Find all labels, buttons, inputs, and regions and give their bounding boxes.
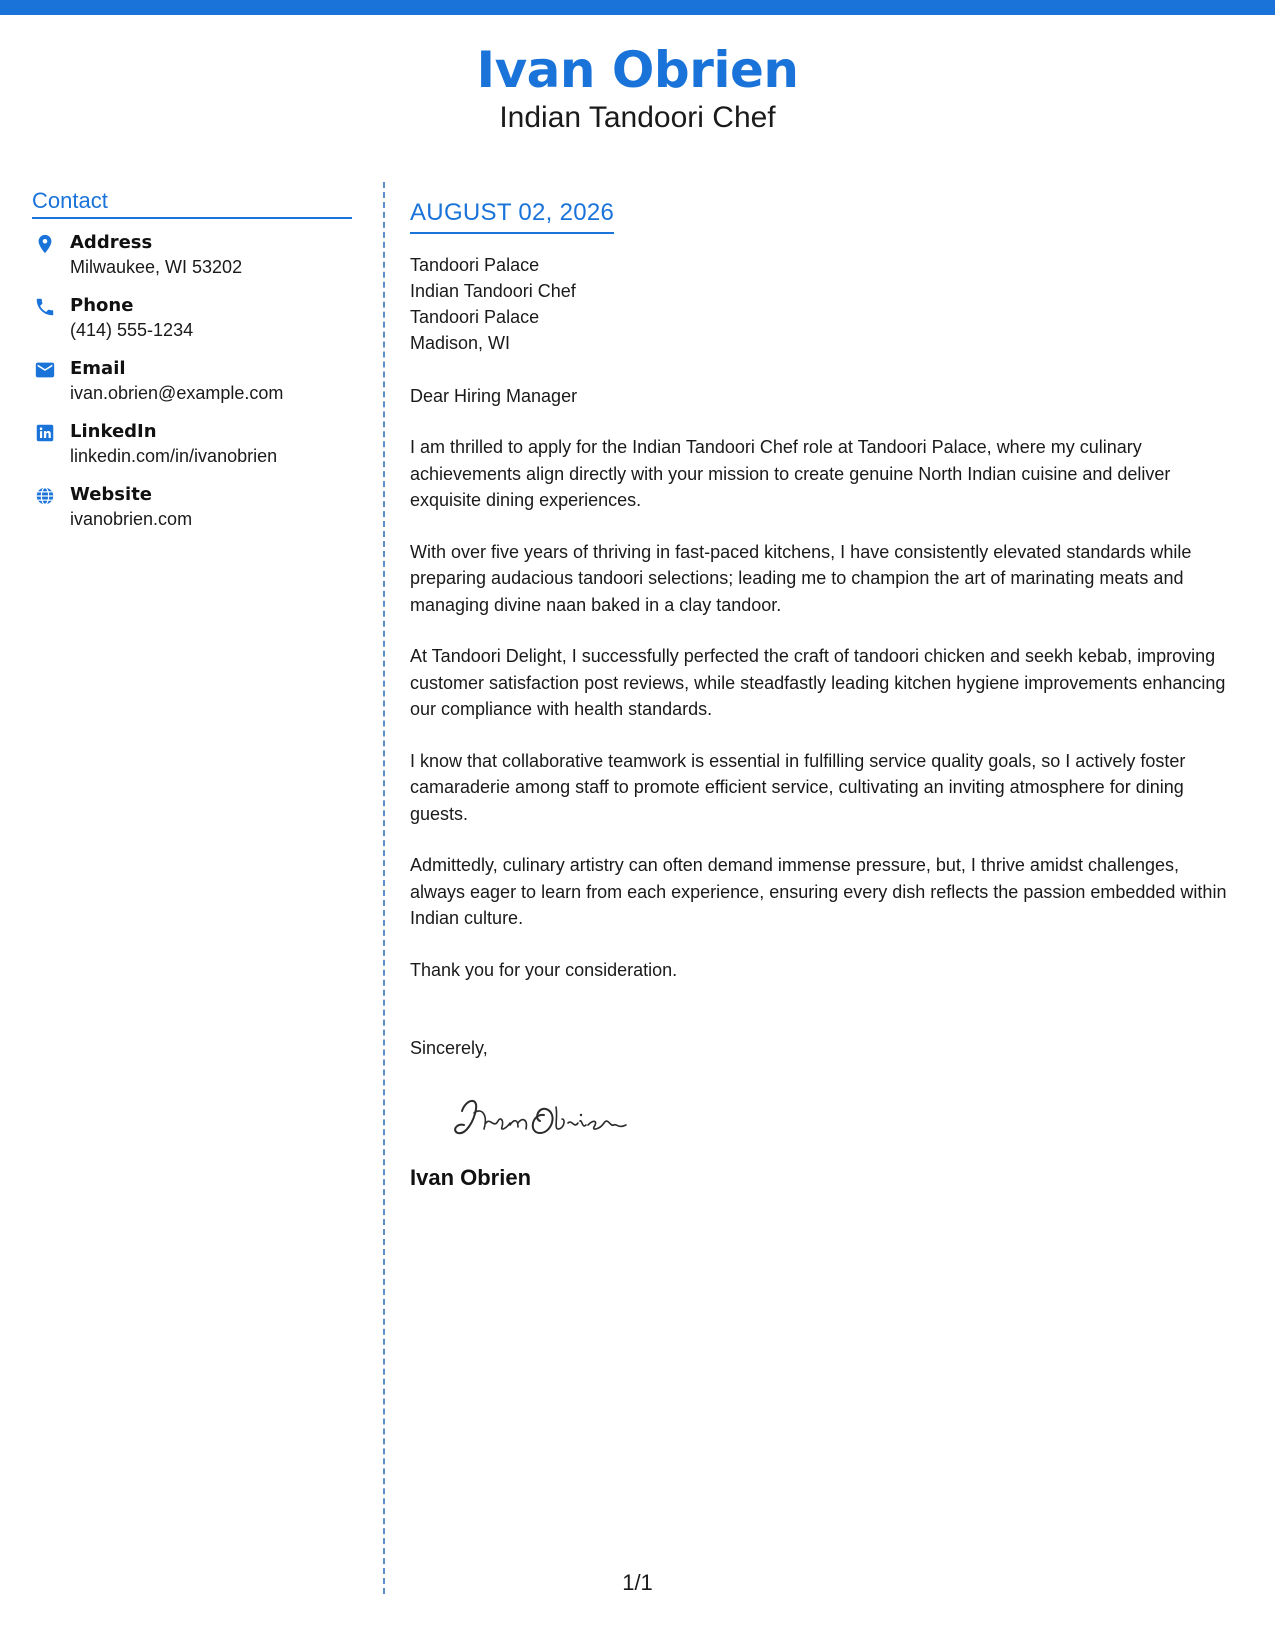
contact-item-website — [32, 483, 352, 543]
contact-label-address: Address — [70, 232, 153, 253]
recipient-line: Tandoori Palace — [410, 307, 540, 327]
salutation: Dear Hiring Manager — [410, 386, 578, 406]
recipient-line: Tandoori Palace — [410, 255, 540, 275]
page-number: 1/1 — [622, 1570, 653, 1595]
contact-item-address — [32, 231, 352, 291]
contact-value-email: ivan.obrien@example.com — [70, 383, 284, 403]
email-icon — [34, 359, 56, 381]
header — [0, 40, 1275, 136]
letter-paragraph: I am thrilled to apply for the Indian Tandoori Chef role at Tandoori Palace, where my culinary achievements align directly with your mission to create genuine North Indian cuisine and deliver exquisite dining experiences. — [410, 437, 1171, 510]
contact-list — [32, 231, 352, 543]
letter-date: AUGUST 02, 2026 — [410, 196, 614, 234]
sidebar — [32, 187, 352, 546]
letter-paragraph: At Tandoori Delight, I successfully perfected the craft of tandoori chicken and seekh kebab, improving customer satisfaction post reviews, while steadfastly leading kitchen hygiene improvements enhancing our compliance with health standards. — [410, 646, 1226, 719]
contact-label-website: Website — [70, 484, 153, 505]
handwritten-signature — [448, 1089, 648, 1145]
contact-value-linkedin: linkedin.com/in/ivanobrien — [70, 446, 278, 466]
globe-icon — [34, 485, 56, 507]
contact-value-website: ivanobrien.com — [70, 509, 193, 529]
contact-value-address: Milwaukee, WI 53202 — [70, 257, 243, 277]
contact-heading: Contact — [32, 187, 352, 219]
recipient-line: Madison, WI — [410, 333, 511, 353]
letter-paragraph: With over five years of thriving in fast-paced kitchens, I have consistently elevated standards while preparing audacious tandoori selections; leading me to champion the art of marinating meats and managing divine naan baked in a clay tandoor. — [410, 541, 1192, 615]
contact-item-phone — [32, 294, 352, 354]
linkedin-icon — [34, 422, 56, 444]
column-divider — [383, 182, 385, 1594]
location-pin-icon — [34, 233, 56, 255]
recipient-block — [410, 252, 1235, 356]
candidate-name: Ivan Obrien — [476, 41, 799, 99]
contact-item-linkedin — [32, 420, 352, 480]
letter-paragraph: I know that collaborative teamwork is essential in fulfilling service quality goals, so I actively foster camaraderie among staff to promote efficient service, cultivating an inviting atmosphere for dining guests. — [410, 750, 1186, 824]
letter-paragraph: Thank you for your consideration. — [410, 959, 678, 980]
letter-body — [410, 196, 1235, 1193]
phone-icon — [34, 296, 56, 318]
contact-value-phone: (414) 555-1234 — [70, 320, 194, 340]
contact-label-linkedin: LinkedIn — [70, 421, 157, 442]
letter-paragraph: Admittedly, culinary artistry can often demand immense pressure, but, I thrive amidst challenges, always eager to learn from each experience, ensuring every dish reflects the passion embedded within Indian culture. — [410, 855, 1227, 928]
closing: Sincerely, — [410, 1038, 488, 1058]
signer-name: Ivan Obrien — [410, 1165, 532, 1190]
contact-label-email: Email — [70, 358, 126, 379]
candidate-title: Indian Tandoori Chef — [499, 101, 776, 134]
contact-label-phone: Phone — [70, 295, 134, 316]
contact-item-email — [32, 357, 352, 417]
recipient-line: Indian Tandoori Chef — [410, 281, 576, 301]
top-accent-bar — [0, 0, 1275, 15]
